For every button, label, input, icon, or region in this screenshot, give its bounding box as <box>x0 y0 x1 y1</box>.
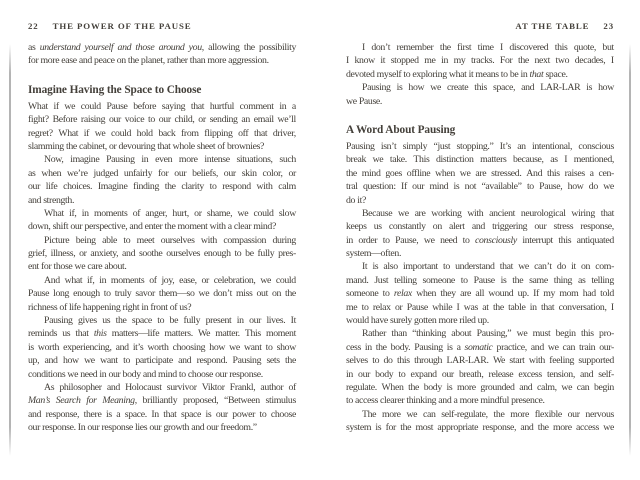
left-running-head <box>28 21 296 31</box>
text-line: fight? Before raising our voice to our child, or sending an email we’ll <box>28 114 296 126</box>
text-line: And what if, in moments of joy, ease, or celebration, we could <box>44 274 296 286</box>
text-line: Now, imagine Pausing in even more intense situations, such <box>44 154 296 166</box>
text-line: I don’t remember the first time I discovered this quote, but <box>362 42 614 53</box>
text-line: Pause long enough to truly savor them—so we don’t miss out on the <box>28 288 296 300</box>
paragraph <box>28 381 296 435</box>
text-line: we Pause. <box>346 95 383 107</box>
text-line: selves to do this through LAR-LAR. We start with feeling supported <box>346 355 614 367</box>
left-page <box>28 21 296 435</box>
text-line: devoted myself to exploring what it means to be in that space. <box>346 68 568 80</box>
text-line: is worth experiencing, and it’s worth choosing how we want to show <box>28 341 296 353</box>
paragraph <box>28 314 296 381</box>
text-line: as understand yourself and those around you, allowing the possibility <box>28 42 296 53</box>
right-page-number: 23 <box>603 21 614 31</box>
paragraph <box>346 207 614 261</box>
right-running-head <box>346 21 614 31</box>
text-line: the mind goes offline when we are stressed. And this raises a cen- <box>346 167 614 179</box>
text-line: I know it stopped me in my tracks. For the next two decades, I <box>346 55 614 67</box>
text-line: conditions we need in our body and mind to choose our response. <box>28 368 263 380</box>
paragraph <box>28 41 296 68</box>
paragraph <box>28 274 296 314</box>
left-running-head-title: THE POWER OF THE PAUSE <box>52 21 192 31</box>
text-line: do it? <box>346 194 366 206</box>
text-line: cess in the body. Pausing is a somatic practice, and we can train our- <box>346 341 614 353</box>
text-line: up, and how we want to participate and respond. Pausing sets the <box>28 355 296 367</box>
text-line: What if we could Pause before saying that hurtful comment in a <box>28 100 296 112</box>
paragraph <box>28 234 296 274</box>
text-line: keeps us constantly on alert and triggering our stress response, <box>346 221 614 233</box>
text-line: Man’s Search for Meaning, brilliantly proposed, “Between stimulus <box>28 395 296 407</box>
left-page-number: 22 <box>28 21 39 31</box>
section-heading: Imagine Having the Space to Choose <box>28 83 202 96</box>
text-line: system—often. <box>346 248 402 260</box>
paragraph <box>28 100 296 154</box>
text-line: Rather than “thinking about Pausing,” we must begin this pro- <box>362 328 614 340</box>
paragraph <box>346 140 614 207</box>
section-heading: A Word About Pausing <box>346 123 456 136</box>
text-line: What if, in moments of anger, hurt, or shame, we could slow <box>44 207 296 219</box>
text-line: richness of life happening right in front of us? <box>28 301 192 313</box>
paragraph <box>346 408 614 435</box>
text-line: to access clearer thinking and a more mindful presence. <box>346 395 545 407</box>
text-line: Picture being able to meet ourselves with compassion during <box>44 234 296 246</box>
paragraph <box>346 41 614 81</box>
text-line: in our body to expand our breath, release excess tension, and self- <box>346 368 614 380</box>
text-line: mand. Just telling someone to Pause is the same thing as telling <box>346 274 614 286</box>
text-line: down, shift our perspective, and enter the moment with a clear mind? <box>28 221 276 233</box>
text-line: reminds us that this matters—life matters. We matter. This moment <box>28 328 296 340</box>
paragraph <box>28 207 296 234</box>
paragraph <box>346 260 614 327</box>
text-line: Pausing gives us the space to be fully present in our lives. It <box>44 315 296 327</box>
paragraph <box>346 327 614 407</box>
text-line: our response. In our response lies our growth and our freedom.” <box>28 422 257 434</box>
text-line: regulate. When the body is more grounded and calm, we can begin <box>346 381 614 393</box>
left-page-body <box>28 41 296 435</box>
text-line: me to relax or Pause while I was at the table in that conversation, I <box>346 301 614 313</box>
text-line: grief, illness, or anxiety, and soothe ourselves enough to be fully pres- <box>28 248 296 260</box>
right-running-head-title: AT THE TABLE <box>515 21 590 31</box>
text-line: As philosopher and Holocaust survivor Viktor Frankl, author of <box>44 381 296 393</box>
page-edge-line-right <box>629 44 631 456</box>
right-page-body <box>346 41 614 435</box>
text-line: slamming the cabinet, or devouring that whole sheet of brownies? <box>28 140 265 152</box>
text-line: tral question: If our mind is not “available” to Pause, how do we <box>346 181 614 193</box>
text-line: system is for the most appropriate response, and the more access we <box>346 422 614 434</box>
text-line: someone to relax when they are all wound up. If my mom had told <box>346 288 614 300</box>
text-line: as when we’re judged unfairly for our beliefs, our skin color, or <box>28 167 296 179</box>
text-line: would have surely gotten more riled up. <box>346 315 489 327</box>
paragraph <box>346 81 614 108</box>
text-line: It is also important to understand that we can’t do it on com- <box>362 261 614 273</box>
text-line: break we take. This distinction matters because, as I mentioned, <box>346 154 614 166</box>
text-line: in order to Pause, we need to consciously interrupt this antiquated <box>346 234 614 246</box>
text-line: for more ease and peace on the planet, rather than more aggression. <box>28 55 269 67</box>
text-line: our life choices. Imagine finding the clarity to respond with calm <box>28 181 296 193</box>
text-line: and strength. <box>28 194 75 206</box>
text-line: and response, there is a space. In that space is our power to choose <box>28 408 296 420</box>
page-edge-line-left <box>9 44 11 456</box>
text-line: Because we are working with ancient neurological wiring that <box>362 207 614 219</box>
text-line: The more we can self-regulate, the more flexible our nervous <box>362 408 614 420</box>
right-page <box>346 21 614 435</box>
text-line: regret? What if we could hold back from flipping off that driver, <box>28 127 296 139</box>
text-line: Pausing isn’t simply “just stopping.” It’s an intentional, conscious <box>346 140 614 152</box>
text-line: Pausing is how we create this space, and LAR-LAR is how <box>362 82 614 94</box>
paragraph <box>28 153 296 207</box>
text-line: ent for those we care about. <box>28 261 127 273</box>
